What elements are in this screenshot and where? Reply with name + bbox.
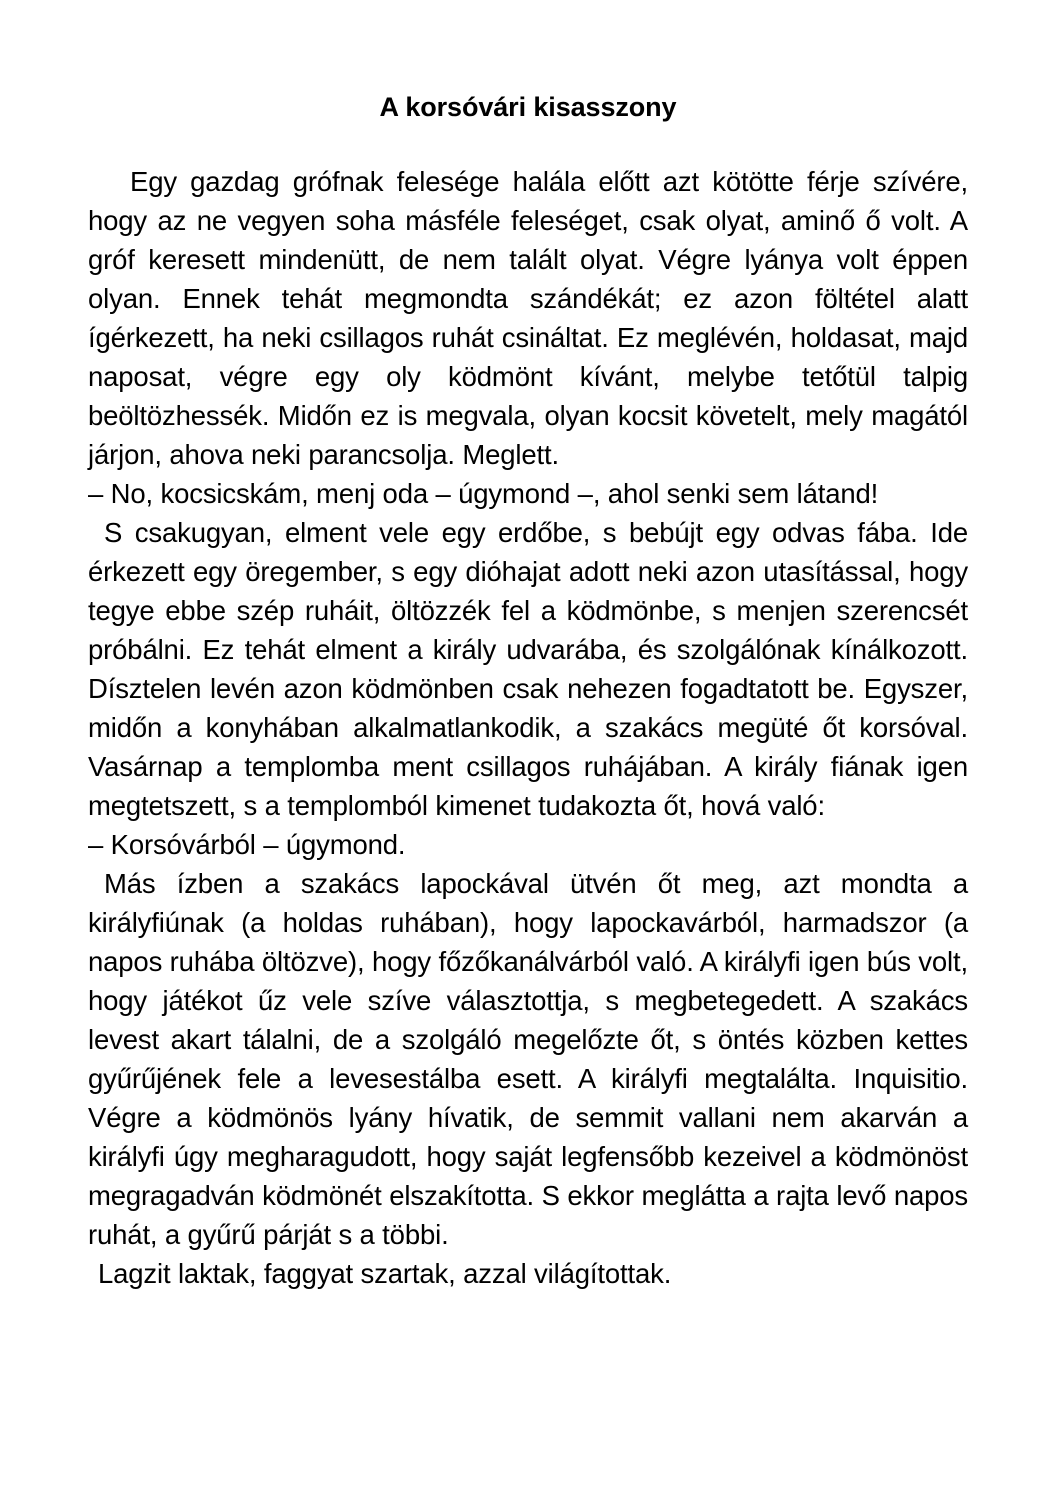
document-content [88,0,968,1293]
paragraph-3: S csakugyan, elment vele egy erdőbe, s bebújt egy odvas fába. Ide érkezett egy öregember, s egy dióhajat adott neki azon utasítással, hogy tegye ebbe szép ruháit, öltözzék fel a ködmönbe, s menjen szerencsét próbálni. Ez tehát elment a király udvarába, és szolgálónak kínálkozott. Dísztelen levén azon ködmönben csak nehezen fogadtatott be. Egyszer, midőn a konyhában alkalmatlankodik, a szakács megüté őt korsóval. Vasárnap a templomba ment csillagos ruhájában. A király fiának igen megtetszett, s a templomból kimenet tudakozta őt, hová való: [88,517,968,821]
paragraph-6-closing: Lagzit laktak, faggyat szartak, azzal világítottak. [98,1258,672,1289]
paragraph-5: Más ízben a szakács lapockával ütvén őt meg, azt mondta a királyfiúnak (a holdas ruhában), hogy lapockavárból, harmadszor (a napos ruhába öltözve), hogy főzőkanálvárból való. A királyfi igen bús volt, hogy játékot űz vele szíve választottja, s megbetegedett. A szakács levest akart tálalni, de a szolgáló megelőzte őt, s öntés közben kettes gyűrűjének fele a levesestálba esett. A királyfi megtalálta. Inquisitio. Végre a ködmönös lyány hívatik, de semmit vallani nem akarván a királyfi úgy megharagudott, hogy saját legfensőbb kezeivel a ködmönöst megragadván ködmönét elszakította. S ekkor meglátta a rajta levő napos ruhát, a gyűrű párját s a többi. [88,868,968,1250]
paragraph-1: Egy gazdag grófnak felesége halála előtt azt kötötte férje szívére, hogy az ne vegyen soha másféle feleséget, csak olyat, aminő ő volt. A gróf keresett mindenütt, de nem talált olyat. Végre lyánya volt éppen olyan. Ennek tehát megmondta szándékát; ez azon föltétel alatt ígérkezett, ha neki csillagos ruhát csináltat. Ez meglévén, holdasat, majd naposat, végre egy oly ködmönt kívánt, melybe tetőtül talpig beöltözhessék. Midőn ez is megvala, olyan kocsit követelt, mely magától járjon, ahova neki parancsolja. Meglett. [88,166,968,470]
document-body [88,127,968,1293]
paragraph-2-dialogue: – No, kocsicskám, menj oda – úgymond –, ahol senki sem látand! [88,478,879,509]
paragraph-4-dialogue: – Korsóvárból – úgymond. [88,829,406,860]
page-title: A korsóvári kisasszony [379,92,677,122]
